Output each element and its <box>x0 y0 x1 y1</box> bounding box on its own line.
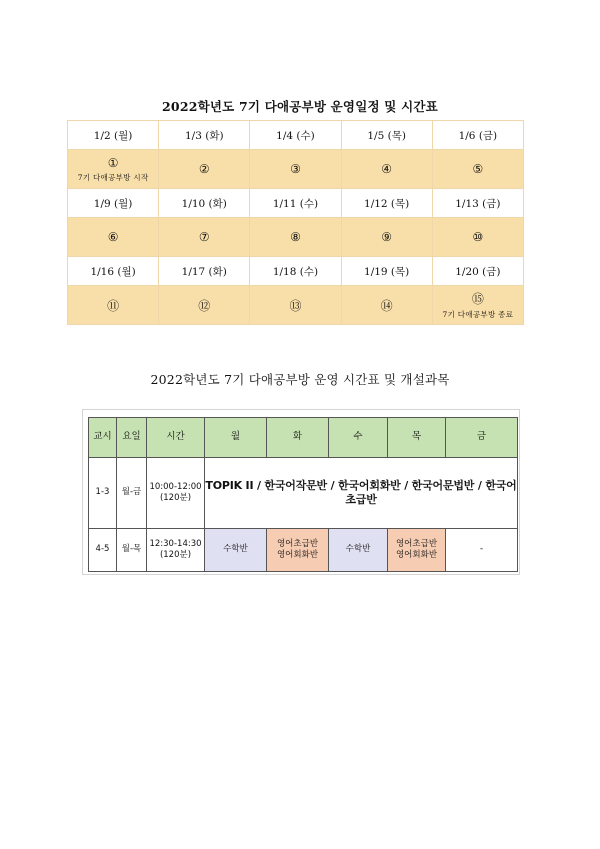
calendar-date-cell: 1/16 (월) <box>68 257 159 286</box>
calendar-session-row <box>68 218 524 257</box>
session-number: ⑥ <box>107 230 119 244</box>
header-thu: 목 <box>388 418 446 458</box>
calendar-date-row <box>68 189 524 218</box>
calendar-date-cell: 1/3 (화) <box>159 121 250 150</box>
calendar-session-cell <box>341 286 432 325</box>
calendar-session-cell <box>68 218 159 257</box>
calendar-session-cell <box>68 286 159 325</box>
time-range: 12:30-14:30 <box>149 538 202 549</box>
calendar-date-cell: 1/9 (월) <box>68 189 159 218</box>
calendar-date-cell: 1/11 (수) <box>250 189 341 218</box>
calendar-date-cell: 1/10 (화) <box>159 189 250 218</box>
class-name: 영어초급반 <box>276 538 319 549</box>
time-duration: (120분) <box>159 493 192 503</box>
session-number: ④ <box>381 162 393 176</box>
calendar-date-cell: 1/4 (수) <box>250 121 341 150</box>
session-note: 7기 다애공부방 시작 <box>77 172 149 182</box>
header-wed: 수 <box>329 418 388 458</box>
time-duration: (120분) <box>159 550 192 560</box>
calendar-date-cell: 1/19 (목) <box>341 257 432 286</box>
calendar-date-cell: 1/17 (화) <box>159 257 250 286</box>
class-name: 영어회화반 <box>395 550 438 560</box>
timetable-row <box>89 529 518 572</box>
session-number: ③ <box>290 162 301 176</box>
calendar-date-cell: 1/2 (월) <box>68 121 159 150</box>
time-cell <box>147 529 205 572</box>
header-mon: 월 <box>205 418 267 458</box>
session-number: ⑦ <box>198 230 210 244</box>
session-number: ⑫ <box>198 298 211 313</box>
period-cell: 4-5 <box>89 529 117 572</box>
time-cell <box>147 458 205 529</box>
period-cell: 1-3 <box>89 458 117 529</box>
calendar-date-cell: 1/6 (금) <box>432 121 523 150</box>
calendar-date-row <box>68 257 524 286</box>
calendar-session-cell <box>159 150 250 189</box>
calendar-session-cell <box>432 150 523 189</box>
calendar-date-cell: 1/12 (목) <box>341 189 432 218</box>
subjects-cell: TOPIK II / 한국어작문반 / 한국어회화반 / 한국어문법반 / 한국어초급반 <box>205 458 518 529</box>
timetable-table <box>88 417 518 572</box>
session-number: ⑤ <box>472 162 484 176</box>
session-number: ⑨ <box>381 230 393 244</box>
calendar-date-row <box>68 121 524 150</box>
calendar-session-cell <box>159 218 250 257</box>
session-number: ⑪ <box>107 298 120 313</box>
calendar-date-cell: 1/13 (금) <box>432 189 523 218</box>
session-number: ⑭ <box>380 298 393 313</box>
calendar-session-cell <box>432 286 523 325</box>
days-cell: 월-금 <box>117 458 147 529</box>
calendar-session-cell <box>250 286 341 325</box>
session-number: ⑬ <box>289 298 302 313</box>
calendar-session-cell <box>250 150 341 189</box>
thu-class-cell <box>388 529 446 572</box>
class-name: 영어초급반 <box>395 538 438 549</box>
mon-class-cell: 수학반 <box>205 529 267 572</box>
schedule-calendar-table <box>67 120 524 325</box>
time-range: 10:00-12:00 <box>149 481 202 492</box>
session-note: 7기 다애공부방 종료 <box>442 310 514 319</box>
session-number: ⑮ <box>471 292 484 306</box>
calendar-session-cell <box>159 286 250 325</box>
session-number: ⑩ <box>472 230 484 244</box>
calendar-date-cell: 1/18 (수) <box>250 257 341 286</box>
header-time: 시간 <box>147 418 205 458</box>
class-name: 영어회화반 <box>276 550 319 560</box>
calendar-session-row <box>68 286 524 325</box>
calendar-date-cell: 1/20 (금) <box>432 257 523 286</box>
header-fri: 금 <box>446 418 518 458</box>
session-number: ① <box>107 155 119 170</box>
days-cell: 월-목 <box>117 529 147 572</box>
header-period: 교시 <box>89 418 117 458</box>
schedule-title: 2022학년도 7기 다애공부방 운영일정 및 시간표 <box>162 99 438 114</box>
wed-class-cell: 수학반 <box>329 529 388 572</box>
calendar-session-row <box>68 150 524 189</box>
session-number: ⑧ <box>290 230 301 244</box>
calendar-session-cell <box>250 218 341 257</box>
calendar-date-cell: 1/5 (목) <box>341 121 432 150</box>
calendar-session-cell <box>432 218 523 257</box>
timetable-header-row <box>89 418 518 458</box>
header-days: 요일 <box>117 418 147 458</box>
timetable-row <box>89 458 518 529</box>
calendar-session-cell <box>341 150 432 189</box>
timetable-title: 2022학년도 7기 다애공부방 운영 시간표 및 개설과목 <box>150 372 450 387</box>
fri-class-cell: - <box>446 529 518 572</box>
tue-class-cell <box>267 529 329 572</box>
session-number: ② <box>198 162 210 176</box>
calendar-session-cell <box>341 218 432 257</box>
calendar-session-cell <box>68 150 159 189</box>
header-tue: 화 <box>267 418 329 458</box>
